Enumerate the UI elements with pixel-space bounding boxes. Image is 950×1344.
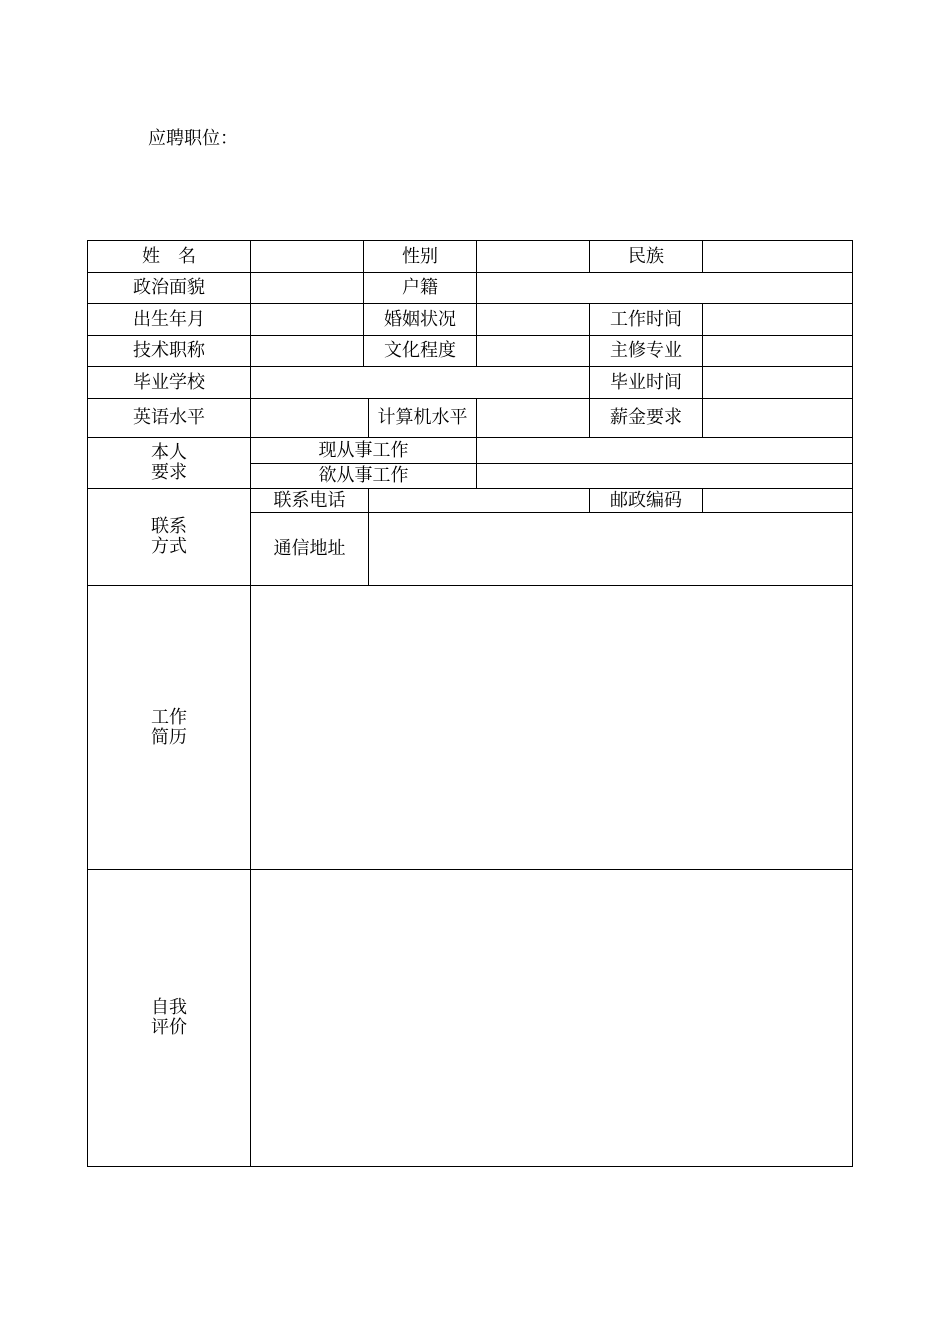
education-label: 文化程度 <box>364 336 477 367</box>
birth-label: 出生年月 <box>88 304 251 336</box>
postcode-label: 邮政编码 <box>590 489 703 513</box>
self-evaluation-label: 自我 评价 <box>88 870 251 1167</box>
name-label: 姓 名 <box>88 241 251 273</box>
birth-field[interactable] <box>251 304 364 336</box>
computer-label: 计算机水平 <box>369 399 477 438</box>
major-field[interactable] <box>703 336 853 367</box>
contact-label: 联系 方式 <box>88 489 251 586</box>
desired-job-field[interactable] <box>477 464 853 489</box>
phone-field[interactable] <box>369 489 590 513</box>
address-label: 通信地址 <box>251 513 369 586</box>
self-evaluation-field[interactable] <box>251 870 853 1167</box>
work-history-field[interactable] <box>251 586 853 870</box>
school-label: 毕业学校 <box>88 367 251 399</box>
title-label: 技术职称 <box>88 336 251 367</box>
computer-field[interactable] <box>477 399 590 438</box>
current-job-field[interactable] <box>477 438 853 464</box>
gender-field[interactable] <box>477 241 590 273</box>
current-job-label: 现从事工作 <box>251 438 477 464</box>
title-field[interactable] <box>251 336 364 367</box>
english-field[interactable] <box>251 399 369 438</box>
household-field[interactable] <box>477 273 853 304</box>
gender-label: 性别 <box>364 241 477 273</box>
postcode-field[interactable] <box>703 489 853 513</box>
desired-job-label: 欲从事工作 <box>251 464 477 489</box>
political-status-label: 政治面貌 <box>88 273 251 304</box>
address-field[interactable] <box>369 513 853 586</box>
requirements-label: 本人 要求 <box>88 438 251 489</box>
work-time-label: 工作时间 <box>590 304 703 336</box>
salary-field[interactable] <box>703 399 853 438</box>
ethnicity-field[interactable] <box>703 241 853 273</box>
graduation-time-field[interactable] <box>703 367 853 399</box>
major-label: 主修专业 <box>590 336 703 367</box>
ethnicity-label: 民族 <box>590 241 703 273</box>
english-label: 英语水平 <box>88 399 251 438</box>
school-field[interactable] <box>251 367 590 399</box>
marital-field[interactable] <box>477 304 590 336</box>
work-time-field[interactable] <box>703 304 853 336</box>
household-label: 户籍 <box>364 273 477 304</box>
graduation-time-label: 毕业时间 <box>590 367 703 399</box>
education-field[interactable] <box>477 336 590 367</box>
phone-label: 联系电话 <box>251 489 369 513</box>
application-form-table <box>87 240 853 1167</box>
marital-label: 婚姻状况 <box>364 304 477 336</box>
work-history-label: 工作 简历 <box>88 586 251 870</box>
position-applied-label: 应聘职位： <box>148 128 238 149</box>
salary-label: 薪金要求 <box>590 399 703 438</box>
name-field[interactable] <box>251 241 364 273</box>
political-status-field[interactable] <box>251 273 364 304</box>
